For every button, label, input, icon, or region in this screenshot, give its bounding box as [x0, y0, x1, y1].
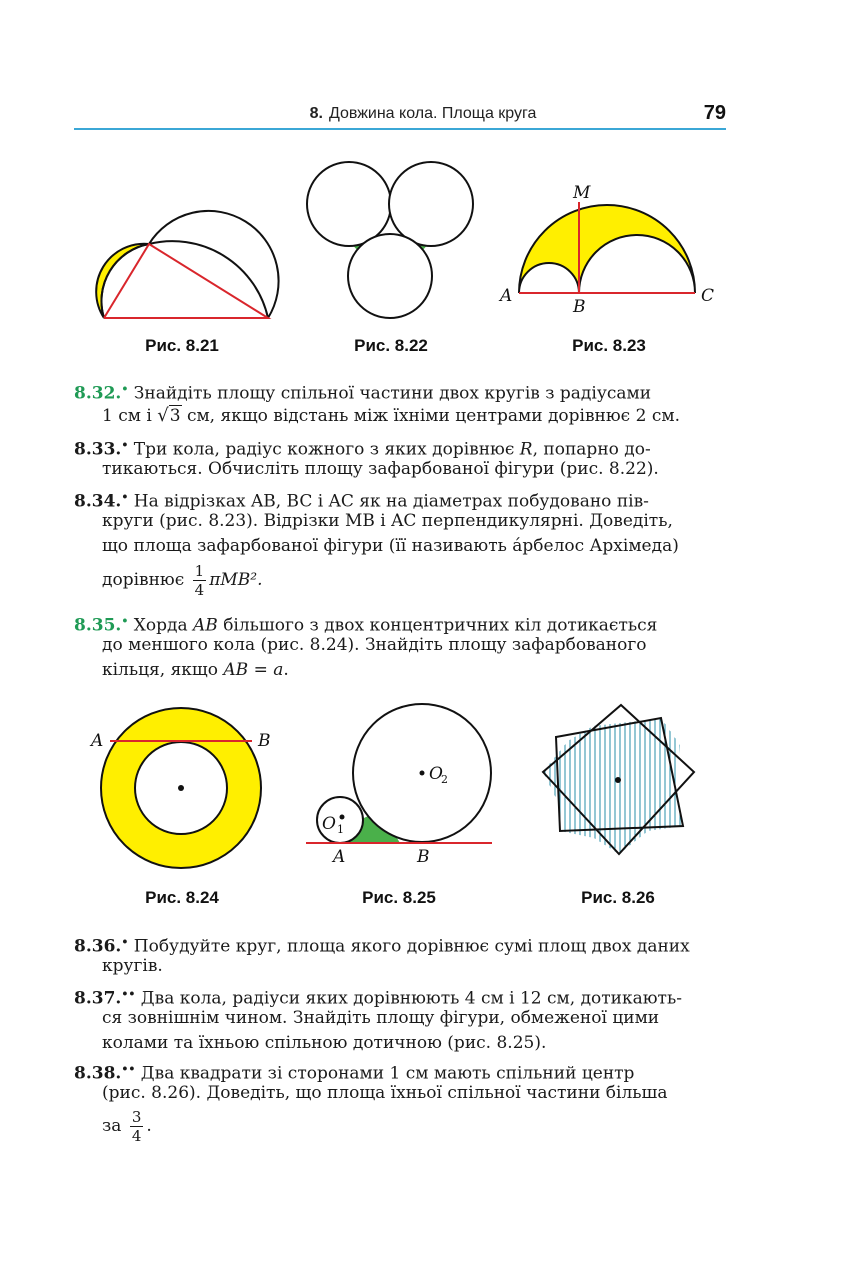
problem-number: 8.37.	[74, 988, 122, 1009]
difficulty-mark: ••	[121, 1062, 136, 1075]
inner-arc	[149, 211, 279, 318]
problem-text: Два квадрати зі сторонами 1 см мають спільний центр	[140, 1063, 635, 1084]
problem-text: Знайдіть площу спільної частини двох кругів з радіусами	[133, 383, 652, 404]
chapter-number: 8.	[309, 105, 323, 122]
label-o2: O	[429, 764, 443, 784]
sqrt-symbol: √3	[157, 405, 181, 426]
center-o2	[420, 771, 425, 776]
problem-number: 8.33.	[74, 439, 122, 460]
problem-number: 8.32.	[74, 383, 122, 404]
arbelos	[519, 205, 695, 293]
problem-text: 1 см і	[102, 406, 152, 426]
problem-text: тикаються. Обчисліть площу зафарбованої фігури (рис. 8.22).	[102, 459, 659, 479]
problem-text: кругів.	[102, 956, 163, 976]
overlap-region	[543, 718, 683, 854]
figure-8-25	[300, 700, 500, 870]
textbook-page: 8. Довжина кола. Площа круга 79 Рис. 8.21 Рис. 8.22 M A B C Рис. 8.23 8.32.• Знайдіть площу спільної частини двох кругів з радіусами 1 см і √3 см, якщо відстань між їхніми центрами дорівнює 2 см. 8.33.• Три кола, радіус кожного з яких дорівнює R, попарно до- тикаються. Обчисліть площу зафарбованої фігури (рис. 8.22). 8.34.• На відрізках AB, BC і AC як на діаметрах побудовано пів- круги (рис. 8.23). Відрізки MB і AC перпендикулярні. Доведіть, що площа зафарбованої фігури (її називають áрбелос Архімеда) дорівнює $\frac{1}{4}$ πMB². 8.35.• Хорда AB більшого з двох концентричних кіл дотикається до меншого кола (рис. 8.24). Знайдіть площу зафарбованого кільця, якщо AB = a. A B Рис. 8.24 O 1 O 2 A B Рис. 8.25 Рис. 8.26 8.36.• Побудуйте круг, площа якого дорівнює сумі площ двох даних кругів. 8.37.•• Два кола, радіуси яких дорівнюють 4 см і 12 см, дотикають- ся зовнішнім чином. Знайдіть площу фігури, обмеженої цими колами та їхньою спільною дотичною (рис. 8.25). 8.38.•• Два квадрати зі сторонами 1 см мають спільний центр (рис. 8.26). Доведіть, що площа їхньої спільної частини більша за $\frac{3}{4}$ .	[0, 0, 850, 1275]
formula-text: AB = a	[223, 660, 284, 680]
difficulty-mark: •	[121, 490, 129, 503]
variable-ab: AB	[193, 615, 218, 636]
header-rule	[74, 128, 726, 130]
label-o1: O	[322, 814, 336, 834]
label-o1-sub: 1	[337, 823, 344, 836]
circle-left	[307, 162, 391, 246]
problem-text: колами та їхньою спільною дотичною (рис. 8.25).	[102, 1033, 547, 1053]
circle-right	[389, 162, 473, 246]
problem-text: (рис. 8.26). Доведіть, що площа їхньої спільної частини більша	[102, 1083, 668, 1103]
figure-8-21	[80, 205, 290, 325]
label-a: A	[333, 847, 346, 867]
problem-text: що площа зафарбованої фігури (її називають áрбелос Архімеда)	[102, 536, 679, 556]
figure-8-23	[495, 178, 725, 318]
difficulty-mark: •	[121, 614, 129, 627]
label-o2-sub: 2	[441, 773, 448, 786]
caption-8-23: Рис. 8.23	[572, 336, 646, 355]
problem-text: ся зовнішнім чином. Знайдіть площу фігури, обмеженої цими	[102, 1008, 660, 1028]
common-center	[615, 777, 621, 783]
problem-text: см, якщо відстань між їхніми центрами дорівнює 2 см.	[186, 406, 680, 426]
problem-number: 8.36.	[74, 936, 122, 957]
problem-text: круги (рис. 8.23). Відрізки MB і AC перпендикулярні. Доведіть,	[102, 511, 673, 531]
label-a: A	[500, 286, 513, 306]
label-c: C	[701, 286, 715, 306]
problem-number: 8.35.	[74, 615, 122, 636]
caption-8-26: Рис. 8.26	[581, 888, 655, 907]
fraction-one-quarter: $\frac{1}{4}$	[194, 562, 205, 599]
problem-number: 8.34.	[74, 491, 122, 512]
label-b: B	[573, 297, 586, 317]
problem-text: Три кола, радіус кожного з яких дорівнює	[133, 439, 515, 460]
figure-8-22	[300, 158, 480, 328]
problem-number: 8.38.	[74, 1063, 122, 1084]
label-m: M	[573, 183, 591, 203]
difficulty-mark: •	[121, 935, 129, 948]
figure-8-24	[88, 700, 278, 880]
page-number: 79	[703, 102, 726, 124]
problem-text: за	[102, 1116, 122, 1136]
caption-8-25: Рис. 8.25	[362, 888, 436, 907]
difficulty-mark: •	[121, 382, 129, 395]
difficulty-mark: ••	[121, 987, 136, 1000]
caption-8-24: Рис. 8.24	[145, 888, 219, 907]
difficulty-mark: •	[121, 438, 129, 451]
problem-text: дорівнює	[102, 570, 185, 590]
figure-8-26	[538, 700, 703, 865]
problem-text: кільця, якщо	[102, 660, 218, 680]
caption-8-21: Рис. 8.21	[145, 336, 219, 355]
problem-text: На відрізках AB, BC і AC як на діаметрах побудовано пів-	[133, 491, 649, 512]
formula-text: πMB².	[209, 570, 263, 590]
center-o1	[340, 815, 345, 820]
problem-text: , попарно до-	[532, 439, 651, 460]
problem-text: Побудуйте круг, площа якого дорівнює сумі площ двох даних	[133, 936, 690, 957]
problem-text: більшого з двох концентричних кіл дотикається	[223, 615, 658, 636]
problem-text: Хорда	[133, 615, 188, 636]
center-point	[178, 785, 184, 791]
caption-8-22: Рис. 8.22	[354, 336, 428, 355]
label-b: B	[258, 731, 271, 751]
label-b: B	[417, 847, 430, 867]
fraction-three-quarters: $\frac{3}{4}$	[131, 1108, 142, 1145]
label-a: A	[91, 731, 104, 751]
variable-r: R	[519, 439, 533, 460]
triangle	[104, 244, 268, 318]
problem-text: до меншого кола (рис. 8.24). Знайдіть площу зафарбованого	[102, 635, 647, 655]
chapter-title-text: Довжина кола. Площа круга	[328, 105, 537, 122]
problem-text: Два кола, радіуси яких дорівнюють 4 см і 12 см, дотикають-	[140, 988, 682, 1009]
circle-bottom	[348, 234, 432, 318]
chapter-title	[258, 105, 588, 123]
running-header	[0, 100, 850, 130]
